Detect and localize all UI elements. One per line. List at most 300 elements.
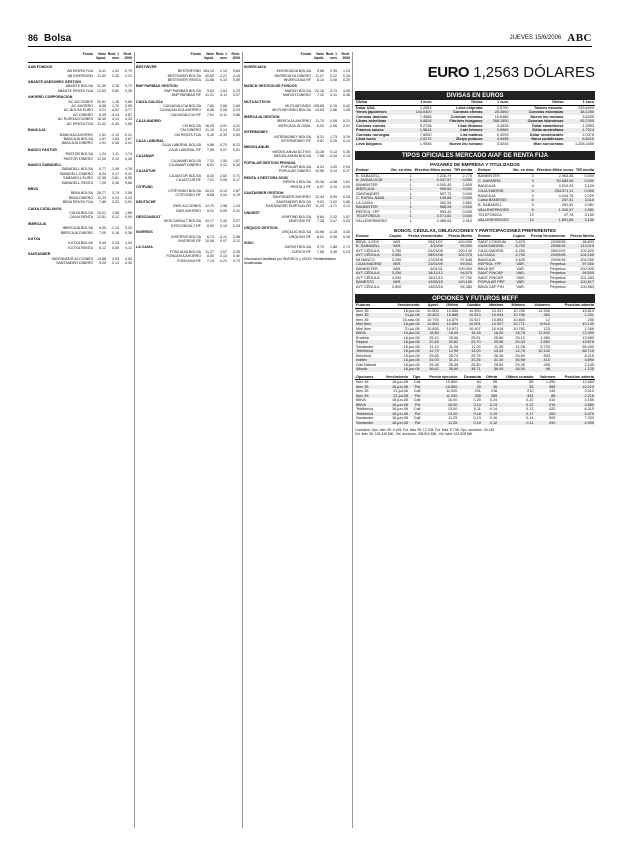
bono-row-cell: 24/03/08 (427, 248, 443, 253)
fund-return-month: 0,09 (330, 195, 337, 200)
fund-row (244, 204, 350, 208)
bonos-left-table (355, 234, 473, 289)
fund-group-title: BANCO PASTOR (28, 147, 57, 152)
fund-return-year: 0,18 (343, 234, 350, 239)
pagare-row-cell: 0,000 (452, 187, 473, 192)
opcion-row-cell: 11,25 (448, 416, 458, 420)
renta-fija-subtitle: PAGARÉS DE EMPRESA Y TITULIZADOS (430, 162, 520, 167)
fund-name: CITIFONDO BOLSA (168, 188, 201, 193)
opcion-row-cell: 0,17 (498, 412, 534, 417)
bono-row-cell: VAR. (386, 262, 402, 267)
futuros-header-cell: Apert. (421, 303, 440, 308)
futuro-row-cell: 36,69 (440, 367, 459, 372)
fund-return-year: 3,77 (125, 108, 132, 113)
fund-return-month: 0,05 (330, 138, 337, 143)
fund-name: MEDIOLANUM BOLSA (273, 154, 311, 159)
opcion-row-cell: 0,11 (473, 407, 481, 411)
opcion-row-cell: Call (413, 389, 421, 393)
opcion-row-cell: 3.410 (584, 389, 594, 393)
futuro-row-cell: 10.900 (469, 308, 481, 313)
bono-row-cell: 99,902 (444, 262, 473, 267)
pagare-row-cell: CAJA MADRID (477, 188, 511, 193)
opcion-row-cell: Santander (356, 416, 374, 420)
futuro-row-cell: 86.715 (551, 349, 595, 354)
divisas-row-cell: Libra chipriota (456, 105, 483, 110)
divisas-row-cell: 7,4585 (419, 114, 432, 119)
bonos-right-table (477, 234, 595, 289)
futuro-row-cell: 10.927 (469, 317, 481, 322)
fund-value: 7,58 (317, 154, 324, 159)
fund-return-month: -2,98 (328, 123, 337, 128)
fund-name: CM RENTA FIJA (174, 132, 201, 137)
divisas-row-cell: 3,5243 (496, 141, 509, 146)
funds-column-2 (136, 52, 240, 828)
fund-name: BBVA DINERO (68, 195, 93, 200)
divisas-row-cell: Libra turca (355, 137, 407, 142)
futuro-row-cell: 25,75 (471, 353, 481, 358)
fund-return-month: 0,08 (220, 108, 227, 113)
pagares-right-table (477, 168, 595, 223)
futuros-header-cell: Mínimo (504, 303, 526, 308)
fund-return-month: 0,13 (220, 254, 227, 259)
fund-group-title: MARCH GESTION DE FONDOS (244, 84, 297, 89)
pagare-row-cell: 3,150 (584, 213, 594, 218)
opciones-header-cell: Último cruzado (498, 375, 534, 380)
fund-name: INTERMONEY BOLSA (274, 134, 311, 139)
opcion-row-cell: 16-jun-06 (392, 407, 409, 411)
fund-return-month: 0,08 (330, 78, 337, 83)
fund-name: IBERCAJA GLOBAL (278, 123, 311, 128)
issue-date: JUEVES 15/6/2006 (509, 35, 562, 41)
opciones-header-cell: Posición abierta (556, 375, 595, 380)
opcion-row-cell: Put (409, 412, 421, 417)
fund-value: 22,16 (315, 88, 324, 93)
pagare-row-cell: 7.216,79 (436, 173, 452, 178)
fund-value: 12,51 (97, 215, 106, 220)
fund-row (136, 259, 240, 263)
opcion-row-cell: 84 (476, 380, 481, 384)
divisas-title: DIVISAS EN EUROS (355, 91, 595, 100)
fund-return-month: 0,23 (112, 200, 119, 205)
divisas-header-cell: 1 euro (564, 100, 595, 105)
bono-row-cell: CAJA MADRID (478, 248, 504, 253)
fund-name: SABADELL RENTA (61, 180, 93, 185)
futuros-header-cell: Futuros (355, 303, 386, 308)
bono-row-cell: 100,000 (458, 266, 472, 271)
divisas-row-cell: 144,6400 (407, 110, 433, 115)
futuro-row-cell: 20,49 (421, 340, 440, 345)
fund-return-year: 3,43 (343, 230, 350, 235)
fund-name: SANTANDER ACCIONES (51, 256, 93, 261)
futuro-row-cell: 123 (543, 326, 550, 331)
fund-return-year: 0,42 (233, 128, 240, 133)
bono-row-cell: VAR. (510, 280, 526, 285)
fund-group-title: AAB FONDOS (28, 64, 53, 69)
futuro-row-cell: 31,03 (421, 358, 440, 363)
opcion-row-cell: 16-jun-06 (379, 412, 409, 417)
pagare-row-cell: 1 (409, 191, 412, 196)
pagares-header-cell: TIR media (575, 168, 594, 172)
pagare-row-cell: 251,52 (561, 203, 574, 208)
opcion-row-cell: 21-jul-06 (379, 394, 409, 399)
fund-return-month: 2,32 (330, 215, 337, 219)
fund-return-year: 0,29 (343, 184, 350, 189)
fund-group-title: CAJASTUR (136, 169, 156, 174)
opcion-row (355, 421, 595, 426)
fund-value: 12,36 (97, 176, 106, 181)
futuro-row-cell: Mini Ibex (356, 326, 372, 331)
fund-return-year: 0,30 (125, 261, 132, 266)
pagare-row-cell: 2,981 (574, 208, 595, 213)
opciones-header-cell: Oferta (482, 375, 498, 380)
divisas-header-cell: Divisa (355, 100, 407, 105)
fund-return-year: 0,23 (343, 249, 350, 254)
bono-row-cell: SANT CONSUM (478, 239, 506, 244)
pagare-row-cell: 2,835 (462, 182, 472, 187)
bono-row-cell: 4,750 (510, 253, 526, 258)
futuro-row-cell: 13.980 (582, 335, 594, 340)
bono-row-cell: AYT CÉDULA (355, 271, 386, 276)
pagare-row-cell: 1 (409, 173, 412, 178)
fund-return-year: 3,19 (343, 134, 350, 139)
fund-return-year: 0,73 (233, 258, 240, 263)
bono-row-cell: Perpetua (526, 280, 566, 285)
fund-name: IBERCAJA DINERO (60, 230, 93, 235)
bono-row-cell: B. SABADELL (355, 244, 386, 249)
fund-return-month: 3,02 (330, 199, 337, 204)
fund-name: CAJAMAR BOLSA (170, 158, 201, 163)
futuro-row-cell: 10.918 (491, 326, 504, 331)
pagare-row-cell: LA CAIXA (356, 200, 373, 205)
divisas-row-cell: 8,8310 (564, 137, 595, 142)
fund-name: ZURICH BOLSA (284, 245, 311, 250)
pagare-row-cell: 282,54 (439, 200, 452, 205)
divisas-row-cell: Tolares esloven. (533, 105, 564, 110)
fund-name: FONCAIXA AHORRO (166, 254, 201, 259)
pagare-row-cell: BANCAJA (478, 183, 496, 188)
fund-value: 7,01 (207, 178, 214, 183)
bono-row-cell: Perpetua (550, 275, 566, 280)
fund-row (28, 215, 132, 219)
bono-row-cell: VAR. (386, 280, 402, 285)
divisas-row-cell: 3,6325 (582, 114, 594, 119)
pagares-header-cell: Efectivo Miles euros (414, 168, 452, 172)
fund-header-cell: Fondo (82, 52, 93, 56)
divisas-row-cell: 3,4528 (496, 123, 509, 128)
fund-return-month: 1,70 (112, 104, 119, 109)
fund-name: BNP PARIBAS BOLSA (164, 88, 201, 93)
fund-name: MUTUAFONDO BOLSA (272, 108, 311, 113)
pagare-row-cell: 6 (511, 208, 535, 213)
futuro-row-cell: 10.765 (513, 308, 525, 313)
pagare-row-cell: VALLEHERMOSO (478, 218, 510, 223)
fund-return-month: 0,15 (330, 104, 337, 109)
fund-group-title: CAIXA GALICIA (136, 99, 163, 104)
pagare-row-cell: TELEFÓNICA (355, 214, 389, 219)
fund-value: 5,41 (99, 69, 106, 74)
pagare-row-cell: 4 (531, 193, 534, 198)
divisas-row-cell: Coronas suecas (356, 123, 386, 128)
fund-return-month: 2,43 (220, 219, 227, 224)
divisas-row-cell: 2,0270 (407, 137, 433, 142)
fund-value: 1,67 (99, 136, 106, 141)
fund-group-title: IBERCAJA (28, 221, 47, 226)
opcion-row-cell: Put (409, 385, 421, 390)
pagare-row-cell: 2.489,54 (436, 218, 452, 223)
renta-fija-title: TIPOS OFICIALES MERCADO AIAF DE RENTA FIJA (355, 151, 595, 160)
fund-value: 10,06 (205, 239, 214, 244)
bono-row-cell: 101,333 (580, 275, 594, 280)
fund-return-month: 2,05 (330, 69, 337, 74)
divisas-row-cell: 9,2708 (419, 123, 432, 128)
fund-value: 5,21 (99, 108, 106, 113)
futuro-row-cell: 25,84 (493, 362, 504, 367)
fund-return-month: 1,63 (112, 136, 119, 141)
markets-panel (355, 52, 595, 436)
bono-row-cell: 100,617 (566, 280, 595, 285)
bono-row-cell: 97,000 (566, 262, 595, 267)
fund-return-year: 0,21 (125, 132, 132, 137)
fund-name: ABANTE BOLSA (65, 84, 93, 89)
bono-row-cell: 3,250 (386, 271, 402, 276)
opcion-row-cell: 4.150 (584, 398, 594, 402)
futuro-row-cell: 16-jun-06 (386, 322, 420, 327)
fund-return-year: 0,37 (343, 169, 350, 174)
bono-row-cell: 23/05/08 (550, 239, 566, 244)
divisas-row-cell: Florines húngaros (433, 119, 484, 124)
futuro-row-cell: 10.865 (440, 313, 459, 318)
opcion-row-cell: 29 (458, 385, 482, 390)
futuro-row-cell: 12,95 (440, 349, 459, 354)
opcion-row-cell: Call (413, 380, 421, 384)
pagare-row-cell: 4 (511, 188, 535, 193)
fund-value: 7,61 (207, 112, 214, 117)
fund-return-year: 5,64 (233, 69, 240, 74)
fund-name: INVERSIS RF (178, 239, 201, 244)
fund-row (28, 141, 132, 145)
bono-row-cell: AYT CÉDULA (356, 284, 380, 289)
fund-return-year: 0,65 (125, 99, 132, 104)
fund-header-cell: Rent. 2006 (341, 52, 350, 61)
fund-return-month: -4,12 (218, 234, 227, 239)
fund-return-year: 0,14 (343, 138, 350, 143)
fund-group-title: CAIXA CATALUNYA (28, 206, 62, 211)
fund-name: UNIFOND RF (288, 219, 311, 224)
fund-name: AC EUROACCIONES (57, 117, 93, 122)
divisas-row-cell: Dólar canadiense (531, 123, 564, 128)
fund-value: 1,51 (99, 132, 106, 137)
fund-value: 16,25 (205, 123, 214, 128)
divisas-row-cell: 2,0375 (582, 132, 594, 137)
futuro-row-cell: 36,55 (504, 367, 526, 372)
opcion-row-cell: 344 (498, 394, 534, 399)
fund-return-month: 1,56 (112, 211, 119, 215)
fund-value: 1,91 (99, 141, 106, 146)
fund-return-year: 2,21 (125, 73, 132, 78)
fund-return-year: 4,06 (343, 88, 350, 93)
fund-return-month: 2,15 (112, 241, 119, 246)
fund-row (136, 93, 240, 97)
pagares-header-cell: Emisor (355, 168, 389, 173)
opciones-header-cell: Demanda (458, 375, 482, 380)
fund-value: 6,12 (99, 245, 106, 250)
pagare-row-cell: VALLEHERMOSO (356, 218, 388, 223)
futuro-row-cell: 13,04 (482, 349, 505, 354)
fund-name: BANCAJA BOLSA (63, 136, 93, 141)
fund-return-year: 0,41 (125, 171, 132, 176)
futuro-row-cell: 16-jun-06 (386, 358, 420, 363)
meff-footer-line-1: Contratos: Opc. Ibex 35: 4.145; Fut. Ibex 35: 12.708; Fut. Mini: 8.738; Opc. acciones: 28.130 (355, 428, 495, 432)
pagare-row-cell: 254.571,11 (535, 188, 575, 193)
divisas-row-cell: Rand sudafricano (509, 137, 564, 142)
fund-group-title: INTERMONEY (244, 130, 268, 135)
fund-row (136, 78, 240, 82)
bono-row-cell: 102,075 (444, 253, 473, 258)
pagare-row-cell: 12 (529, 213, 534, 218)
opcion-row-cell: 36 (482, 385, 498, 390)
pagare-row-cell: 3 (531, 173, 534, 178)
fund-name: PASTOR BOLSA (65, 152, 93, 157)
futuro-row-cell: 16-jun-06 (403, 335, 420, 340)
bonos-header-cell: Cupón (386, 234, 402, 239)
fund-name: SABADELL BOLSA (61, 167, 93, 172)
fund-return-month: 0,07 (330, 219, 337, 224)
futuro-row-cell: 13,00 (459, 349, 481, 354)
opcion-row-cell: 310 (548, 398, 556, 402)
fund-return-year: 0,86 (233, 112, 240, 117)
fund-group-title: BNP PARIBAS GESTION (136, 84, 178, 89)
bono-row-cell: BBVA INT (478, 266, 495, 271)
futuro-row-cell: 8.615 (526, 322, 551, 327)
fund-return-month: 0,04 (220, 193, 227, 198)
fund-row (28, 261, 132, 265)
futuro-row-cell: 256 (587, 317, 594, 322)
fund-return-year: 0,86 (125, 180, 132, 185)
bono-row (355, 285, 473, 290)
fund-row (136, 193, 240, 197)
fund-return-month: 0,14 (330, 169, 337, 174)
opcion-row-cell: 7.320 (584, 416, 594, 420)
bono-row-cell: Perpetua (526, 271, 566, 276)
pagare-row-cell: 1 (409, 200, 412, 205)
futuro-row-cell: Ibex 35 (356, 308, 369, 313)
bono-row-cell: 100,320 (580, 248, 594, 253)
opcion-row-cell: 11.000 (421, 394, 458, 399)
opcion-row-cell: 218 (490, 389, 498, 393)
fund-return-year: 0,12 (233, 239, 240, 244)
bonos-header-cell: Precio Medio (566, 234, 595, 239)
fund-value: 8,14 (317, 78, 324, 83)
fund-return-month: -3,71 (328, 204, 337, 209)
fund-value: 11,70 (315, 119, 324, 124)
pagare-row-cell: Caixa BANESSO (477, 198, 511, 203)
pagare-row-cell: 3,109 (584, 183, 594, 188)
opcion-row-cell: 16-jun-06 (392, 380, 409, 384)
futuro-row-cell: 25,10 (429, 335, 439, 340)
fund-name: DWS AHORRO (176, 208, 201, 213)
fund-return-month: 2,60 (220, 173, 227, 178)
fund-return-year: 0,73 (125, 84, 132, 89)
fund-group-title: MUTUACTIVOS (244, 99, 271, 104)
fund-group-title: BBVA (28, 186, 38, 191)
fund-value: 1,24 (99, 152, 106, 157)
fund-name: GESCONSULT RF (170, 223, 201, 228)
fund-return-month: -4,02 (110, 108, 119, 113)
futuro-row-cell: 1.201 (551, 313, 595, 318)
futuro-row-cell: 12 (545, 317, 550, 322)
fund-row (136, 148, 240, 152)
divisas-row-cell: 15,6466 (494, 114, 509, 119)
fund-return-month: -4,44 (328, 154, 337, 159)
opcion-row-cell: 215 (534, 403, 556, 408)
futuro-row-cell: BBVA (355, 331, 386, 336)
futuros-header-cell: Posición abierta (551, 303, 595, 308)
fund-name: MUTUAFONDO (285, 104, 311, 109)
fund-row (136, 239, 240, 243)
opcion-row-cell: Ibex 35 (355, 394, 379, 399)
fund-row (136, 209, 240, 213)
fund-row (244, 154, 350, 158)
futuro-row-cell: 10.130 (526, 349, 551, 354)
fund-return-year: 0,17 (233, 178, 240, 183)
fund-row (136, 178, 240, 182)
divisas-row-cell: Coronas estonias (450, 114, 483, 119)
fund-value: 7,89 (99, 200, 106, 205)
divisas-header-cell: 1 euro (484, 100, 510, 105)
futuro-row-cell: 25,10 (515, 335, 525, 340)
fund-return-month: 0,06 (112, 141, 119, 146)
bono-row-cell: 100,000 (580, 266, 594, 271)
fund-return-year: 1,57 (343, 215, 350, 219)
fund-row (244, 139, 350, 143)
fund-value: 8,88 (207, 193, 214, 198)
futuro-row-cell: Ibex 35 (355, 313, 386, 318)
futuro-row-cell: 11,29 (471, 344, 481, 349)
fund-return-year: 1,05 (343, 108, 350, 113)
divisas-row-cell: 7,8050 (419, 132, 432, 137)
fund-value: 6,61 (207, 162, 214, 167)
fund-value: 10,55 (315, 169, 324, 174)
masthead-logo: ABC (567, 32, 592, 44)
pagare-row-cell: 1 (409, 218, 412, 223)
fund-row (28, 200, 132, 204)
fund-row (28, 122, 132, 126)
fund-name: CM DINERO (180, 128, 201, 133)
fund-name: CM BOLSA (182, 123, 201, 128)
futuro-row-cell: 10.830 (427, 326, 439, 331)
futuro-row-cell: Iberdrola (356, 353, 371, 358)
fund-return-year: 0,42 (343, 104, 350, 109)
fund-return-month: 0,12 (330, 73, 337, 78)
bono-row-cell: 29/06/16 (550, 257, 566, 262)
fund-value: 26,77 (97, 191, 106, 196)
fund-return-month: -0,30 (218, 132, 227, 137)
fund-return-month: 0,10 (220, 223, 227, 228)
fund-value: 8,64 (317, 215, 324, 219)
pagare-row-cell: 997,72 (439, 191, 452, 196)
fund-value: 6,07 (317, 184, 324, 189)
divisas-row-cell: Won surcoreano (533, 141, 564, 146)
opcion-row-cell: 0,13 (482, 403, 498, 408)
pagare-row-cell: 4.000,49 (436, 182, 452, 187)
pagare-row-cell: B. SABADELL (478, 203, 503, 208)
fund-value: 11,15 (205, 128, 214, 133)
fund-return-year: 3,35 (233, 249, 240, 254)
divisas-row-cell: Lira maltesa (460, 132, 483, 137)
divisas-row-cell: 0,4293 (496, 132, 509, 137)
divisas-row-cell: 93,7000 (564, 119, 595, 124)
fund-name: INVERSIS BOLSA (171, 234, 201, 239)
